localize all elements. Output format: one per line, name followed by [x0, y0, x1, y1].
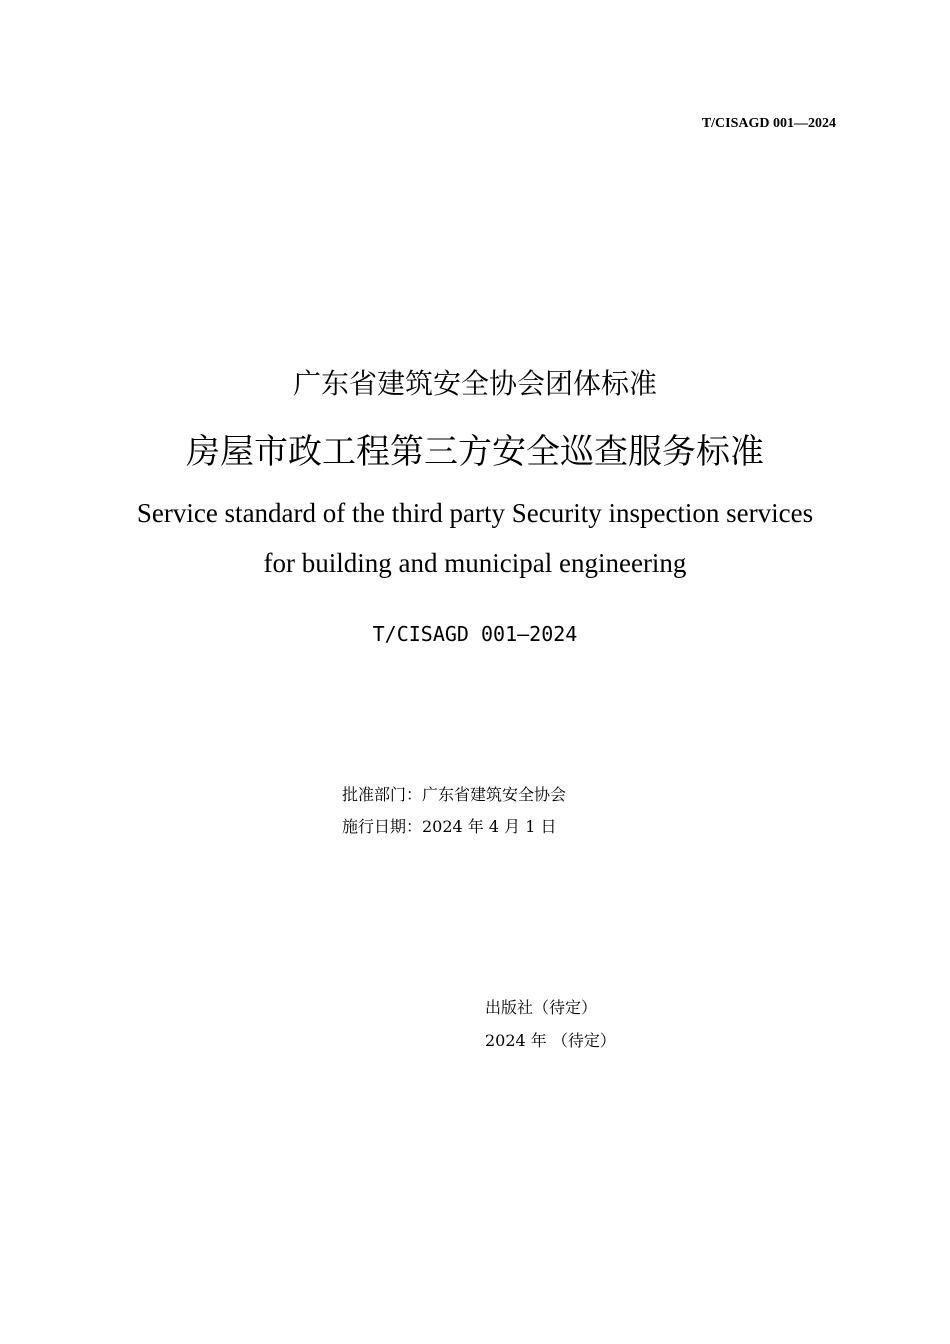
effective-date: 施行日期：2024 年 4 月 1 日	[342, 817, 557, 836]
organization-title: 广东省建筑安全协会团体标准	[292, 367, 657, 400]
publication-year: 2024 年 （待定）	[485, 1031, 616, 1050]
english-title-line-2: for building and municipal engineering	[263, 548, 687, 578]
standard-title: 房屋市政工程第三方安全巡查服务标准	[186, 432, 764, 472]
approval-department: 批准部门：广东省建筑安全协会	[342, 785, 567, 804]
standard-code: T/CISAGD 001—2024	[372, 622, 578, 646]
header-doc-code: T/CISAGD 001—2024	[701, 116, 836, 131]
publisher: 出版社（待定）	[485, 998, 598, 1017]
english-title-line-1: Service standard of the third party Security inspection services	[136, 498, 814, 528]
english-title	[0, 488, 950, 588]
